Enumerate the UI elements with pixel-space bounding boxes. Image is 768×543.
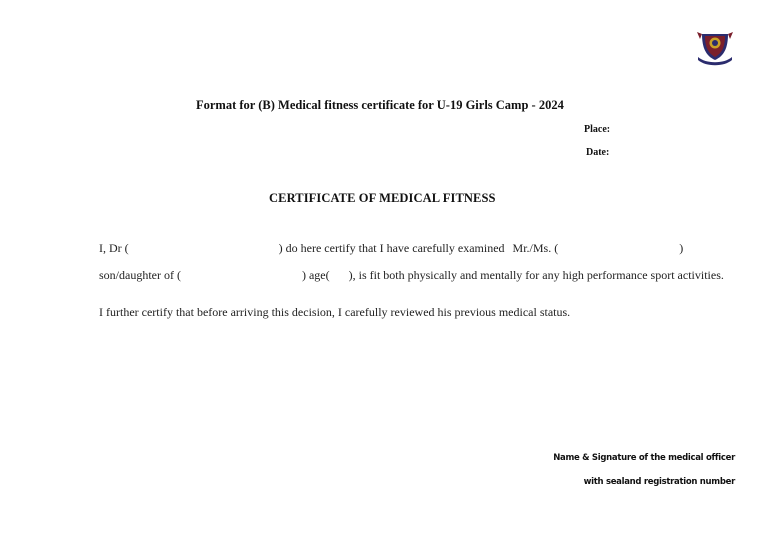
review-statement: I further certify that before arriving this decision, I carefully reviewed his previous medical status. — [99, 305, 571, 319]
date-label: Date: — [586, 147, 610, 158]
fitness-statement: ), is fit both physically and mentally for any high performance sport activities. — [348, 268, 724, 282]
emblem-logo — [694, 30, 736, 68]
certification-line-1 — [99, 241, 683, 256]
certification-line-2 — [99, 268, 724, 283]
parent-prefix: son/daughter of ( — [99, 268, 181, 282]
certificate-heading: CERTIFICATE OF MEDICAL FITNESS — [269, 191, 496, 205]
patient-prefix: Mr./Ms. ( — [512, 241, 559, 255]
document-title: Format for (B) Medical fitness certificate for U-19 Girls Camp - 2024 — [196, 98, 564, 112]
age-prefix: ) age( — [301, 268, 330, 282]
doctor-prefix: I, Dr ( — [99, 241, 129, 255]
emblem-icon — [694, 30, 736, 68]
patient-suffix: ) — [679, 241, 684, 255]
seal-registration-label: with sealand registration number — [583, 477, 735, 487]
place-label: Place: — [584, 124, 611, 135]
doctor-suffix: ) do here certify that I have carefully examined — [278, 241, 505, 255]
signature-label: Name & Signature of the medical officer — [553, 453, 735, 463]
